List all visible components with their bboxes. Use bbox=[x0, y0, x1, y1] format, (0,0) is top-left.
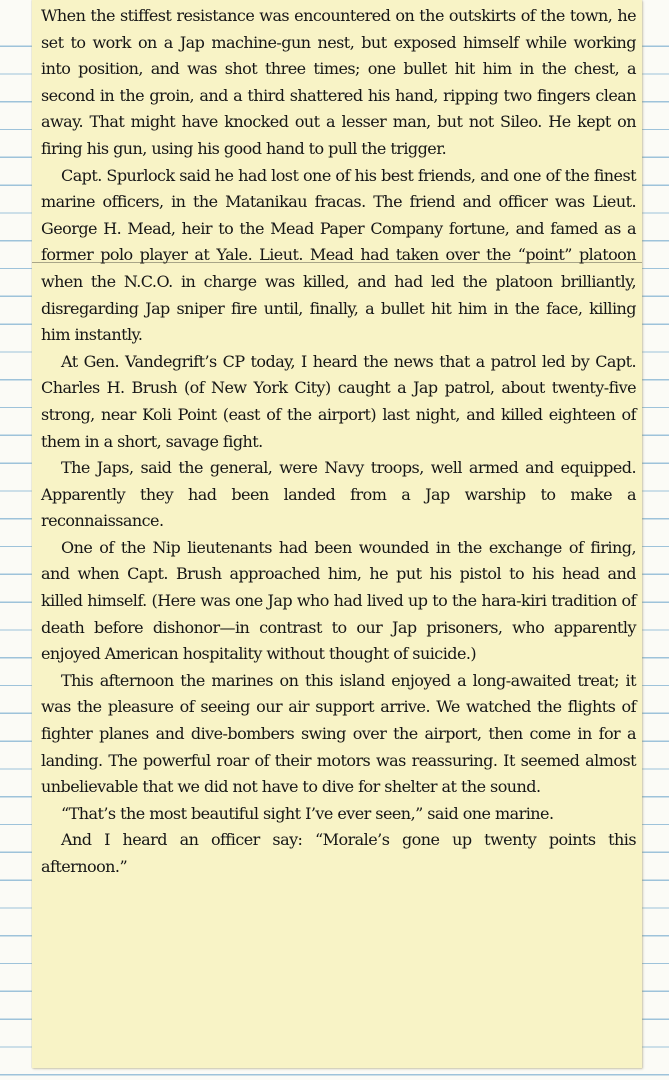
clipping-fold-line bbox=[32, 262, 642, 263]
article-body bbox=[41, 3, 636, 881]
article-paragraph-1: When the stiffest resistance was encountered on the outskirts of the town, he set to work on a Jap machine-gun nest, but exposed himself while working into position, and was shot three times; one bullet hit him in the chest, a second in the groin, and a third shattered his hand, ripping two fingers clean away. That might have knocked out a lesser man, but not Sileo. He kept on firing his gun, using his good hand to pull the trigger. bbox=[41, 6, 636, 158]
newspaper-clipping bbox=[32, 0, 642, 1068]
article-paragraph-7: “That’s the most beautiful sight I’ve ever seen,” said one marine. bbox=[61, 803, 554, 823]
article-paragraph-6: This afternoon the marines on this island enjoyed a long-awaited treat; it was the pleasure of seeing our air support arrive. We watched the flights of fighter planes and dive-bombers swing over the airport, then come in for a landing. The powerful roar of their motors was reassuring. It seemed almost unbelievable that we did not have to dive for shelter at the sound. bbox=[41, 670, 636, 797]
article-paragraph-4: The Japs, said the general, were Navy troops, well armed and equipped. Apparently they had been landed from a Jap warship to make a reconnaissance. bbox=[41, 458, 636, 531]
article-paragraph-8: And I heard an officer say: “Morale’s gone up twenty points this afternoon.” bbox=[41, 830, 636, 876]
article-paragraph-2: Capt. Spurlock said he had lost one of his best friends, and one of the finest marine officers, in the Matanikau fracas. The friend and officer was Lieut. George H. Mead, heir to the Mead Paper Company fortune, and famed as a former polo player at Yale. Lieut. Mead had taken over the “point” platoon when the N.C.O. in charge was killed, and had led the platoon brilliantly, disregarding Jap sniper fire until, finally, a bullet hit him in the face, killing him instantly. bbox=[41, 165, 636, 345]
article-paragraph-5: One of the Nip lieutenants had been wounded in the exchange of firing, and when Capt. Brush approached him, he put his pistol to his head and killed himself. (Here was one Jap who had lived up to the hara-kiri tradition of death before dishonor—in contrast to our Jap prisoners, who apparently enjoyed American hospitality without thought of suicide.) bbox=[41, 537, 636, 664]
article-paragraph-3: At Gen. Vandegrift’s CP today, I heard the news that a patrol led by Capt. Charles H. Brush (of New York City) caught a Jap patrol, about twenty-five strong, near Koli Point (east of the airport) last night, and killed eighteen of them in a short, savage fight. bbox=[41, 351, 636, 451]
